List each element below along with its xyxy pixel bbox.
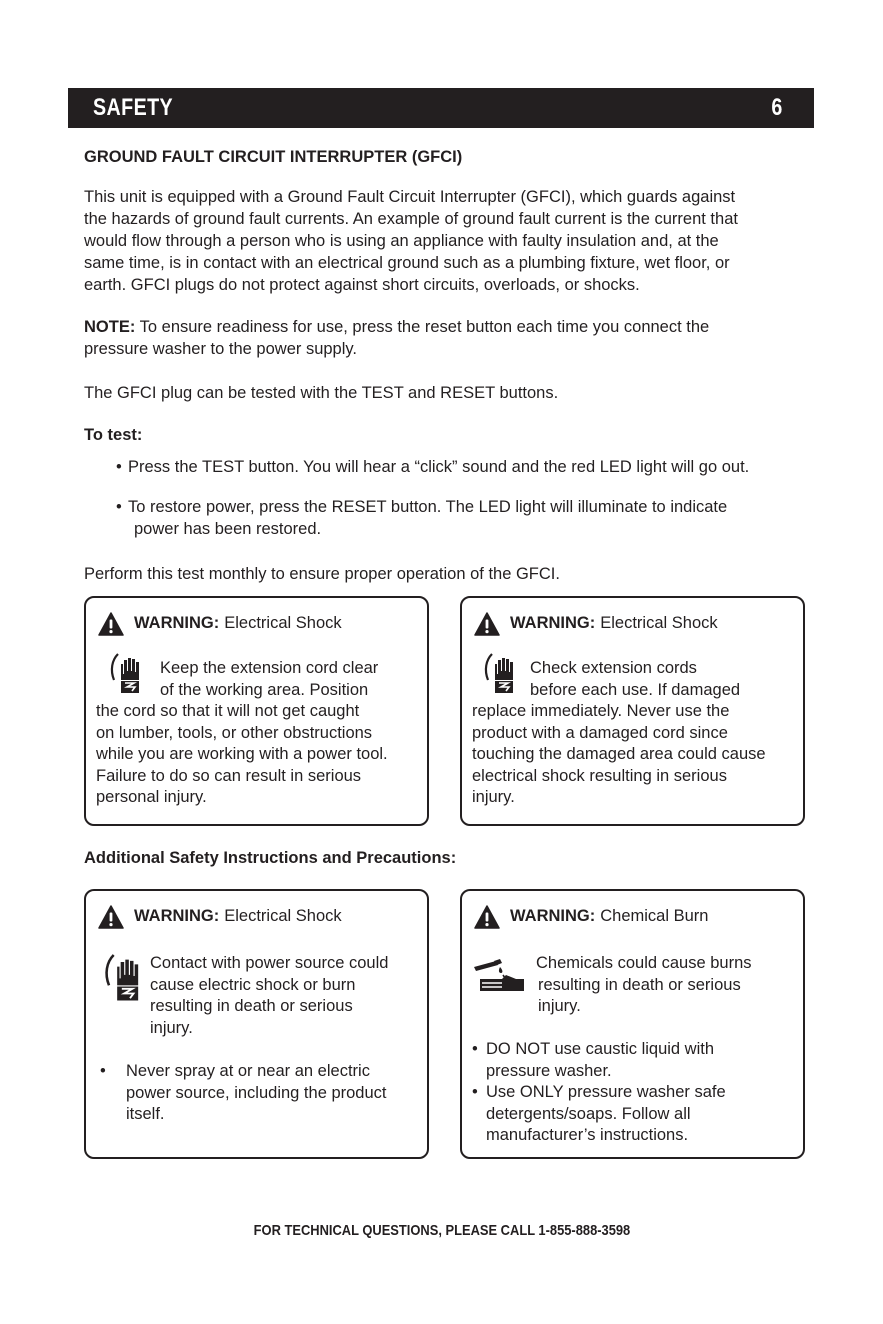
list-item: • To restore power, press the RESET button. The LED light will illuminate to indicate power has been restored. — [116, 498, 728, 538]
warning-box-cord-clear — [84, 596, 429, 826]
text-line: itself. — [126, 1105, 165, 1123]
page-number: 6 — [771, 94, 782, 121]
text-line: power source, including the product — [126, 1083, 387, 1102]
text-line: resulting in death or serious — [538, 975, 741, 994]
text-line: Contact with power source could — [150, 954, 389, 972]
warning-text-indented — [150, 953, 388, 1039]
to-test-heading: To test: — [84, 426, 143, 444]
warning-label: WARNING: — [510, 614, 596, 633]
note-line — [84, 316, 824, 338]
warning-text — [96, 701, 388, 809]
text-line: Use ONLY pressure washer safe — [486, 1083, 726, 1101]
text-line: Never spray at or near an electric — [126, 1062, 370, 1080]
chemical-burn-icon — [472, 957, 526, 1000]
text-line: pressure washer to the power supply. — [84, 340, 357, 358]
warning-label: WARNING: — [134, 907, 220, 926]
text-line: power has been restored. — [134, 520, 322, 538]
text-line: product with a damaged cord since — [472, 723, 728, 742]
warning-box-power-source — [84, 889, 429, 1159]
electric-shock-hand-icon — [108, 650, 144, 701]
gfci-heading: GROUND FAULT CIRCUIT INTERRUPTER (GFCI) — [84, 148, 463, 166]
text-line: same time, is in contact with an electrical ground such as a plumbing fixture, wet floor, or — [84, 254, 730, 272]
footer-contact — [0, 1222, 883, 1239]
warning-bullets — [100, 1061, 417, 1126]
monthly-test-note: Perform this test monthly to ensure proper operation of the GFCI. — [84, 565, 560, 583]
list-item: • Never spray at or near an electric power source, including the product itself. — [100, 1061, 417, 1126]
warning-label: WARNING: — [134, 614, 220, 633]
text-line: cause electric shock or burn — [150, 975, 356, 994]
text-line: pressure washer. — [486, 1061, 612, 1080]
warning-box-cord-check — [460, 596, 805, 826]
warning-heading — [474, 612, 718, 636]
warning-triangle-icon — [98, 905, 124, 929]
text-line: This unit is equipped with a Ground Fault Circuit Interrupter (GFCI), which guards against — [84, 188, 736, 206]
warning-text — [472, 701, 766, 809]
electric-shock-hand-icon — [482, 650, 518, 701]
warning-heading — [98, 612, 342, 636]
warning-type: Electrical Shock — [224, 907, 342, 926]
note-text: To ensure readiness for use, press the reset button each time you connect the — [135, 318, 710, 336]
gfci-intro-paragraph — [84, 186, 824, 296]
text-line: resulting in death or serious — [150, 997, 353, 1015]
text-line: Check extension cords — [530, 659, 697, 677]
warning-type: Electrical Shock — [224, 614, 342, 633]
text-line: electrical shock resulting in serious — [472, 766, 727, 785]
text-line: of the working area. Position — [160, 680, 369, 699]
section-title: SAFETY — [93, 94, 174, 121]
note-label: NOTE: — [84, 318, 136, 336]
additional-safety-heading: Additional Safety Instructions and Precautions: — [84, 849, 457, 867]
text-line: manufacturer’s instructions. — [486, 1126, 689, 1144]
list-item: • Press the TEST button. You will hear a “click” sound and the red LED light will go out. — [116, 458, 750, 476]
text-line: To restore power, press the RESET button. The LED light will illuminate to indicate — [128, 498, 728, 516]
text-line: DO NOT use caustic liquid with — [486, 1040, 715, 1058]
warning-triangle-icon — [474, 612, 500, 636]
text-line: replace immediately. Never use the — [472, 702, 730, 720]
warning-triangle-icon — [98, 612, 124, 636]
text-line: Failure to do so can result in serious — [96, 766, 362, 785]
text-line: the cord so that it will not get caught — [96, 702, 360, 720]
note-paragraph — [84, 316, 824, 360]
text-line: Press the TEST button. You will hear a “click” sound and the red LED light will go out. — [128, 458, 750, 476]
footer-text: FOR TECHNICAL QUESTIONS, PLEASE CALL 1-855-888-3598 — [253, 1222, 630, 1239]
list-item: • DO NOT use caustic liquid with pressure washer. — [472, 1039, 793, 1082]
warning-box-chemical-burn — [460, 889, 805, 1159]
warning-type: Electrical Shock — [600, 614, 718, 633]
section-header-bar — [68, 88, 814, 128]
text-line: personal injury. — [96, 788, 207, 806]
text-line: would flow through a person who is using an appliance with faulty insulation and, at the — [84, 232, 719, 250]
text-line: the hazards of ground fault currents. An example of ground fault current is the current that — [84, 210, 738, 228]
warning-label: WARNING: — [510, 907, 596, 926]
text-line: before each use. If damaged — [530, 680, 741, 699]
text-line: on lumber, tools, or other obstructions — [96, 723, 373, 742]
text-line: Keep the extension cord clear — [160, 659, 379, 677]
electric-shock-hand-icon — [102, 949, 144, 1010]
warning-text-indented — [536, 953, 752, 1018]
text-line: Chemicals could cause burns — [536, 954, 752, 972]
warning-text-indented — [160, 658, 378, 701]
text-line: injury. — [472, 788, 515, 806]
text-line: while you are working with a power tool. — [96, 745, 388, 763]
text-line: injury. — [538, 997, 581, 1015]
test-steps-list — [116, 456, 816, 540]
warning-heading — [474, 905, 708, 929]
text-line: detergents/soaps. Follow all — [486, 1104, 691, 1123]
text-line: injury. — [150, 1018, 193, 1037]
warning-bullets — [472, 1039, 793, 1147]
text-line: touching the damaged area could cause — [472, 745, 766, 763]
warning-type: Chemical Burn — [600, 907, 709, 926]
warning-triangle-icon — [474, 905, 500, 929]
list-item: • Use ONLY pressure washer safe detergents/soaps. Follow all manufacturer’s instructions. — [472, 1082, 793, 1147]
warning-heading — [98, 905, 342, 929]
text-line: earth. GFCI plugs do not protect against short circuits, overloads, or shocks. — [84, 276, 640, 294]
warning-text-indented — [530, 658, 740, 701]
test-intro: The GFCI plug can be tested with the TEST and RESET buttons. — [84, 384, 559, 402]
